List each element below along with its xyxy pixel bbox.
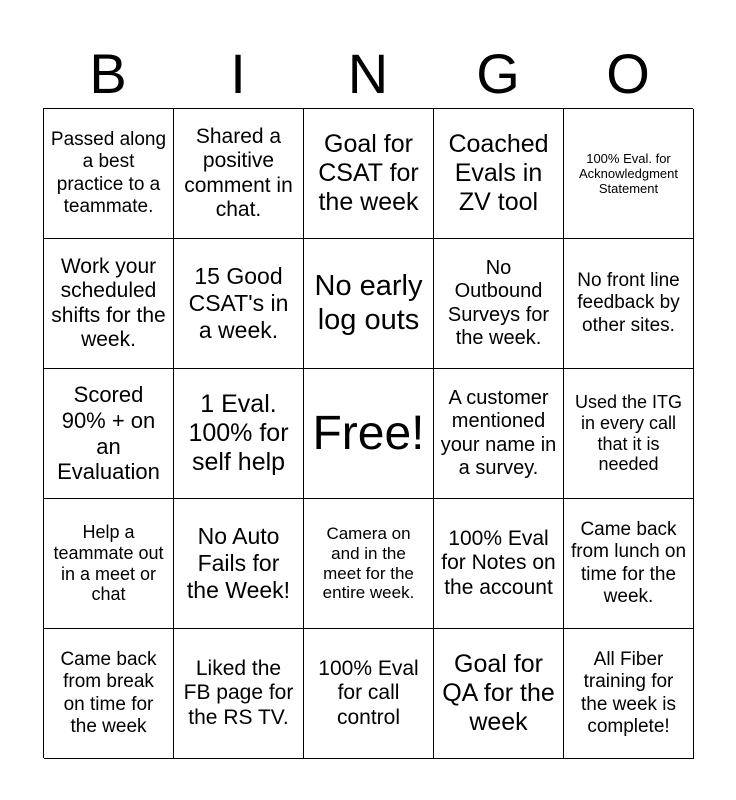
bingo-cell-r1c3[interactable]: Goal for CSAT for the week bbox=[304, 109, 434, 239]
bingo-cell-r2c5[interactable]: No front line feedback by other sites. bbox=[564, 239, 694, 369]
bingo-cell-r4c4[interactable]: 100% Eval for Notes on the account bbox=[434, 499, 564, 629]
header-letter-n: N bbox=[347, 42, 389, 105]
bingo-cell-r2c2[interactable]: 15 Good CSAT's in a week. bbox=[174, 239, 304, 369]
bingo-cell-r3c2[interactable]: 1 Eval. 100% for self help bbox=[174, 369, 304, 499]
free-space-cell[interactable]: Free! bbox=[304, 369, 434, 499]
bingo-cell-r5c4[interactable]: Goal for QA for the week bbox=[434, 629, 564, 759]
bingo-cell-r1c4[interactable]: Coached Evals in ZV tool bbox=[434, 109, 564, 239]
bingo-cell-r5c5[interactable]: All Fiber training for the week is complete! bbox=[564, 629, 694, 759]
bingo-cell-r3c1[interactable]: Scored 90% + on an Evaluation bbox=[44, 369, 174, 499]
header-letter-o: O bbox=[606, 42, 650, 105]
bingo-cell-r5c2[interactable]: Liked the FB page for the RS TV. bbox=[174, 629, 304, 759]
bingo-cell-r4c2[interactable]: No Auto Fails for the Week! bbox=[174, 499, 304, 629]
bingo-cell-r2c4[interactable]: No Outbound Surveys for the week. bbox=[434, 239, 564, 369]
bingo-cell-r1c1[interactable]: Passed along a best practice to a teammate. bbox=[44, 109, 174, 239]
bingo-board bbox=[43, 108, 693, 758]
bingo-cell-r1c5[interactable]: 100% Eval. for Acknowledgment Statement bbox=[564, 109, 694, 239]
bingo-cell-r2c3[interactable]: No early log outs bbox=[304, 239, 434, 369]
bingo-cell-r2c1[interactable]: Work your scheduled shifts for the week. bbox=[44, 239, 174, 369]
bingo-cell-r1c2[interactable]: Shared a positive comment in chat. bbox=[174, 109, 304, 239]
bingo-cell-r5c3[interactable]: 100% Eval for call control bbox=[304, 629, 434, 759]
header-letter-i: I bbox=[230, 42, 246, 105]
bingo-header bbox=[43, 40, 693, 108]
header-letter-b: B bbox=[89, 42, 127, 105]
bingo-cell-r5c1[interactable]: Came back from break on time for the week bbox=[44, 629, 174, 759]
bingo-cell-r3c5[interactable]: Used the ITG in every call that it is needed bbox=[564, 369, 694, 499]
bingo-cell-r4c5[interactable]: Came back from lunch on time for the week. bbox=[564, 499, 694, 629]
bingo-cell-r4c1[interactable]: Help a teammate out in a meet or chat bbox=[44, 499, 174, 629]
bingo-cell-r4c3[interactable]: Camera on and in the meet for the entire week. bbox=[304, 499, 434, 629]
header-letter-g: G bbox=[476, 42, 520, 105]
bingo-cell-r3c4[interactable]: A customer mentioned your name in a survey. bbox=[434, 369, 564, 499]
